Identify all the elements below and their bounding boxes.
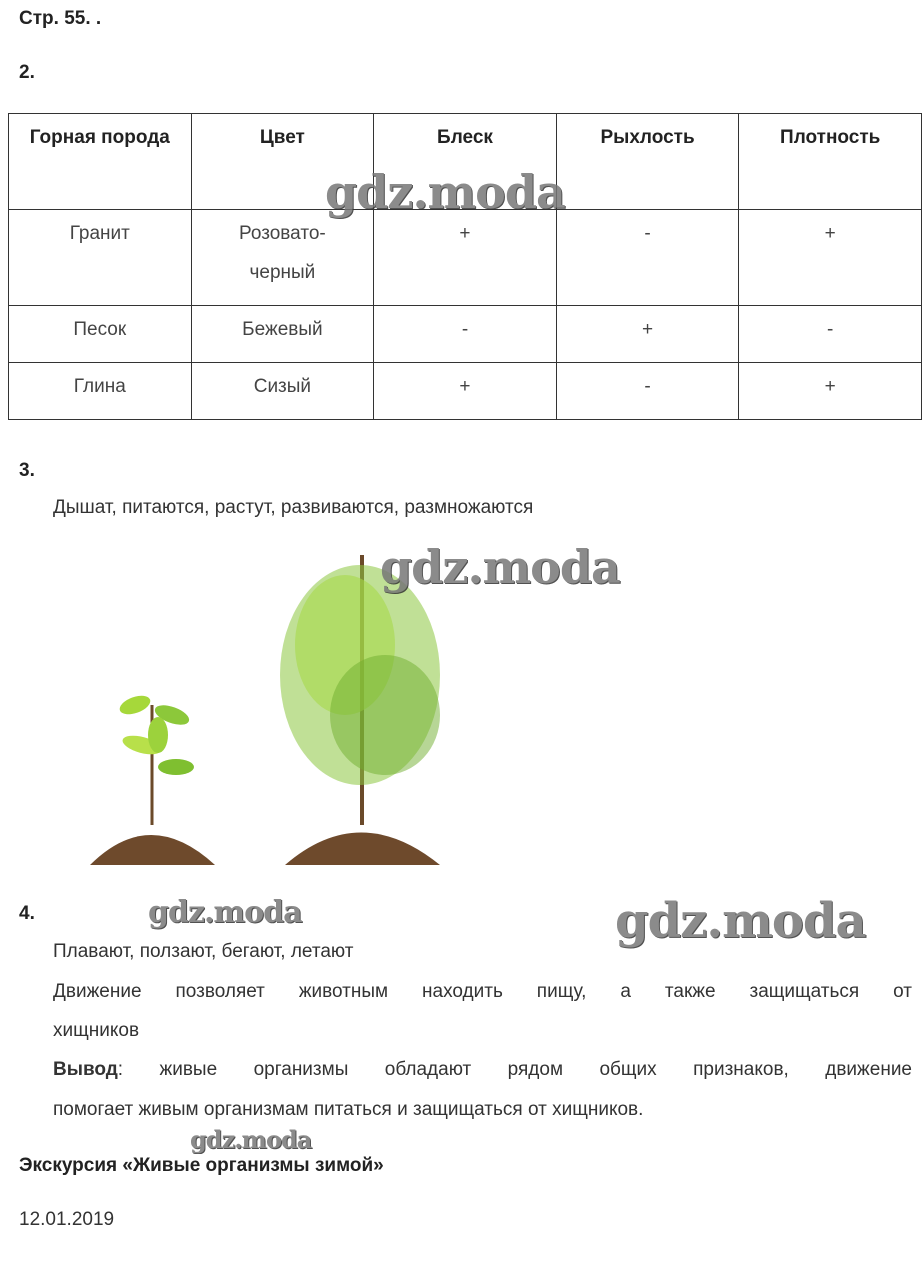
- cell: +: [739, 363, 922, 420]
- table-row: [9, 210, 922, 306]
- header-cell: Блеск: [374, 114, 557, 210]
- cell: Глина: [9, 363, 192, 420]
- task-2-number: 2.: [19, 62, 35, 83]
- table-row: [9, 363, 922, 420]
- task-3-text: Дышат, питаются, растут, развиваются, размножаются: [53, 497, 534, 518]
- cell: Сизый: [191, 363, 374, 420]
- young-tree: [280, 555, 440, 865]
- cell: Гранит: [9, 210, 192, 306]
- task-4-line2: Движение позволяет животным находить пищу, а также защищаться от: [53, 981, 912, 1002]
- watermark: gdz.moda: [190, 1125, 312, 1154]
- conclusion-line1: [53, 1059, 912, 1081]
- conclusion-label: Вывод: [53, 1059, 118, 1080]
- cell: Песок: [9, 306, 192, 363]
- cell: +: [556, 306, 739, 363]
- excursion-date: 12.01.2019: [19, 1209, 115, 1230]
- header-cell: Плотность: [739, 114, 922, 210]
- header-cell: Цвет: [191, 114, 374, 210]
- watermark: gdz.moda: [615, 893, 866, 949]
- task-4-line2b: хищников: [53, 1020, 140, 1041]
- cell: Бежевый: [191, 306, 374, 363]
- header-cell: Рыхлость: [556, 114, 739, 210]
- page-header: Стр. 55. .: [19, 8, 102, 29]
- watermark: gdz.moda: [380, 540, 620, 594]
- cell: +: [374, 210, 557, 306]
- cell: +: [374, 363, 557, 420]
- cell: Розовато-черный: [191, 210, 374, 306]
- cell: +: [739, 210, 922, 306]
- watermark: gdz.moda: [148, 895, 302, 930]
- cell: -: [739, 306, 922, 363]
- watermark: gdz.moda: [325, 165, 565, 219]
- cell: -: [374, 306, 557, 363]
- task-3-number: 3.: [19, 460, 35, 481]
- cell: -: [556, 210, 739, 306]
- task-4-line1: Плавают, ползают, бегают, летают: [53, 941, 354, 962]
- conclusion-line2: помогает живым организмам питаться и защищаться от хищников.: [53, 1099, 644, 1120]
- cell: -: [556, 363, 739, 420]
- small-sapling: [90, 692, 215, 865]
- excursion-title: Экскурсия «Живые организмы зимой»: [19, 1155, 384, 1176]
- header-cell: Горная порода: [9, 114, 192, 210]
- task-4-number: 4.: [19, 903, 35, 924]
- rocks-table: [8, 113, 922, 420]
- conclusion-text: : живые организмы обладают рядом общих признаков, движение: [117, 1059, 912, 1080]
- table-row: [9, 306, 922, 363]
